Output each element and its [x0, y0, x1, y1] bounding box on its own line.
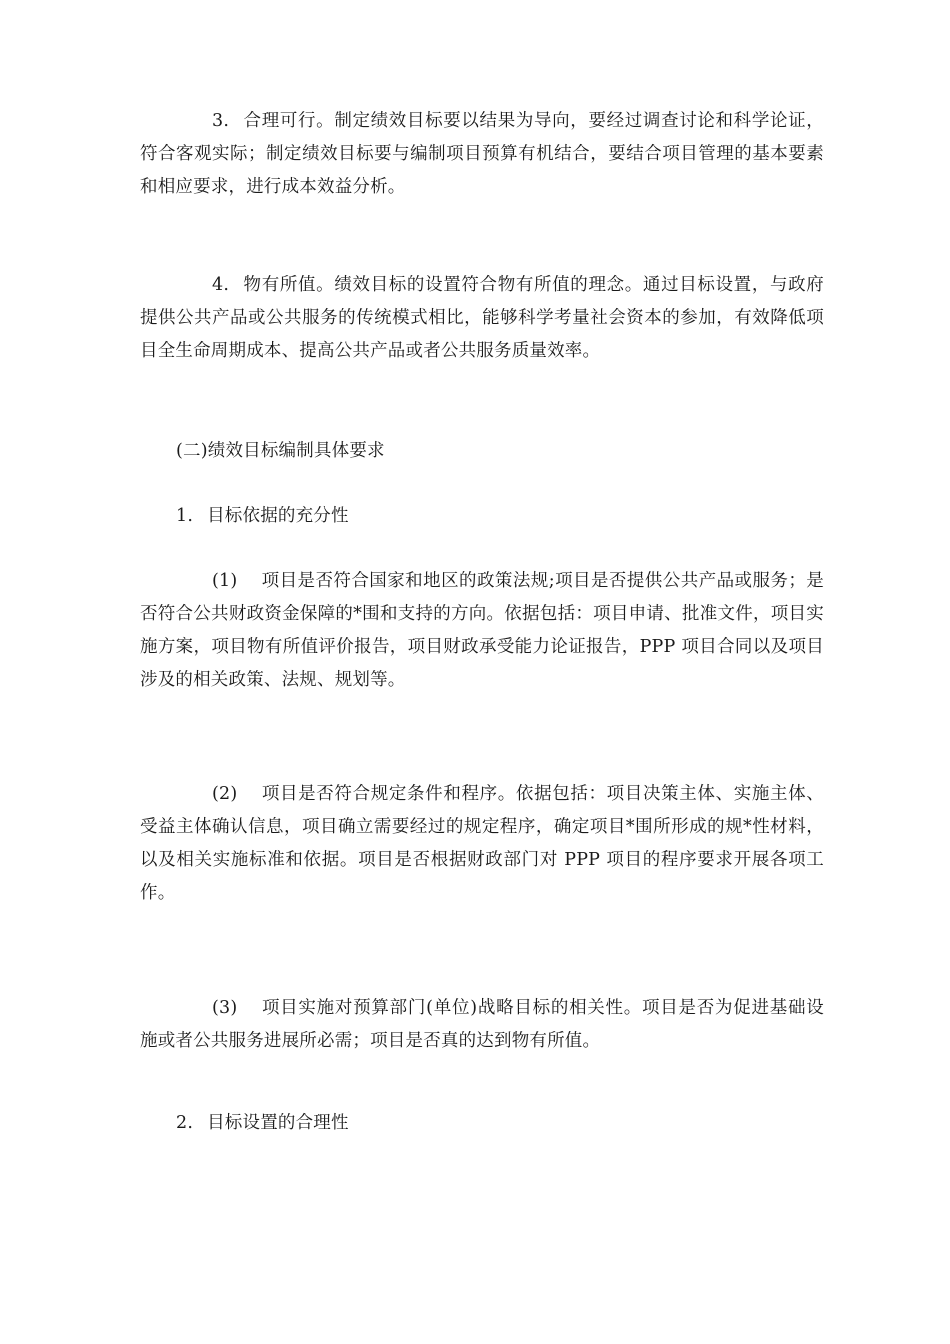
paragraph-text: 项目实施对预算部门(单位)战略目标的相关性。项目是否为促进基础设施或者公共服务进展所必需；项目是否真的达到物有所值。	[140, 998, 824, 1051]
paragraph-value-for-money	[140, 269, 824, 368]
paragraph-text: 项目是否符合国家和地区的政策法规;项目是否提供公共产品或服务；是否符合公共财政资金保障的*围和支持的方向。依据包括：项目申请、批准文件，项目实施方案，项目物有所值评价报告，项目财政承受能力论证报告，PPP 项目合同以及项目涉及的相关政策、法规、规划等。	[140, 571, 824, 690]
paragraph-number: (3)	[212, 998, 238, 1018]
heading-text: 目标依据的充分性	[207, 506, 349, 526]
paragraph-text: 项目是否符合规定条件和程序。依据包括：项目决策主体、实施主体、受益主体确认信息，项目确立需要经过的规定程序，确定项目*围所形成的规*性材料，以及相关实施标准和依据。项目是否根据财政部门对 PPP 项目的程序要求开展各项工作。	[140, 784, 824, 903]
paragraph-item-2	[140, 778, 824, 910]
paragraph-text: 合理可行。制定绩效目标要以结果为导向，要经过调查讨论和科学论证，符合客观实际；制定绩效目标要与编制项目预算有机结合，要结合项目管理的基本要素和相应要求，进行成本效益分析。	[140, 111, 824, 197]
paragraph-text: 物有所值。绩效目标的设置符合物有所值的理念。通过目标设置，与政府提供公共产品或公共服务的传统模式相比，能够科学考量社会资本的参加，有效降低项目全生命周期成本、提高公共产品或者公共服务质量效率。	[140, 275, 824, 361]
heading-number: 2.	[176, 1113, 194, 1133]
paragraph-reasonable-feasible	[140, 105, 824, 204]
paragraph-number: (2)	[212, 784, 238, 804]
paragraph-number: 4.	[212, 275, 230, 295]
heading-number: 1.	[176, 506, 194, 526]
paragraph-number: (1)	[212, 571, 238, 591]
subheading-target-rationality	[176, 1107, 349, 1140]
paragraph-item-3	[140, 992, 824, 1058]
paragraph-item-1	[140, 565, 824, 697]
section-heading-requirements: (二)绩效目标编制具体要求	[176, 441, 385, 461]
subheading-target-basis	[176, 500, 349, 533]
heading-text: 目标设置的合理性	[207, 1113, 349, 1133]
paragraph-number: 3.	[212, 111, 230, 131]
